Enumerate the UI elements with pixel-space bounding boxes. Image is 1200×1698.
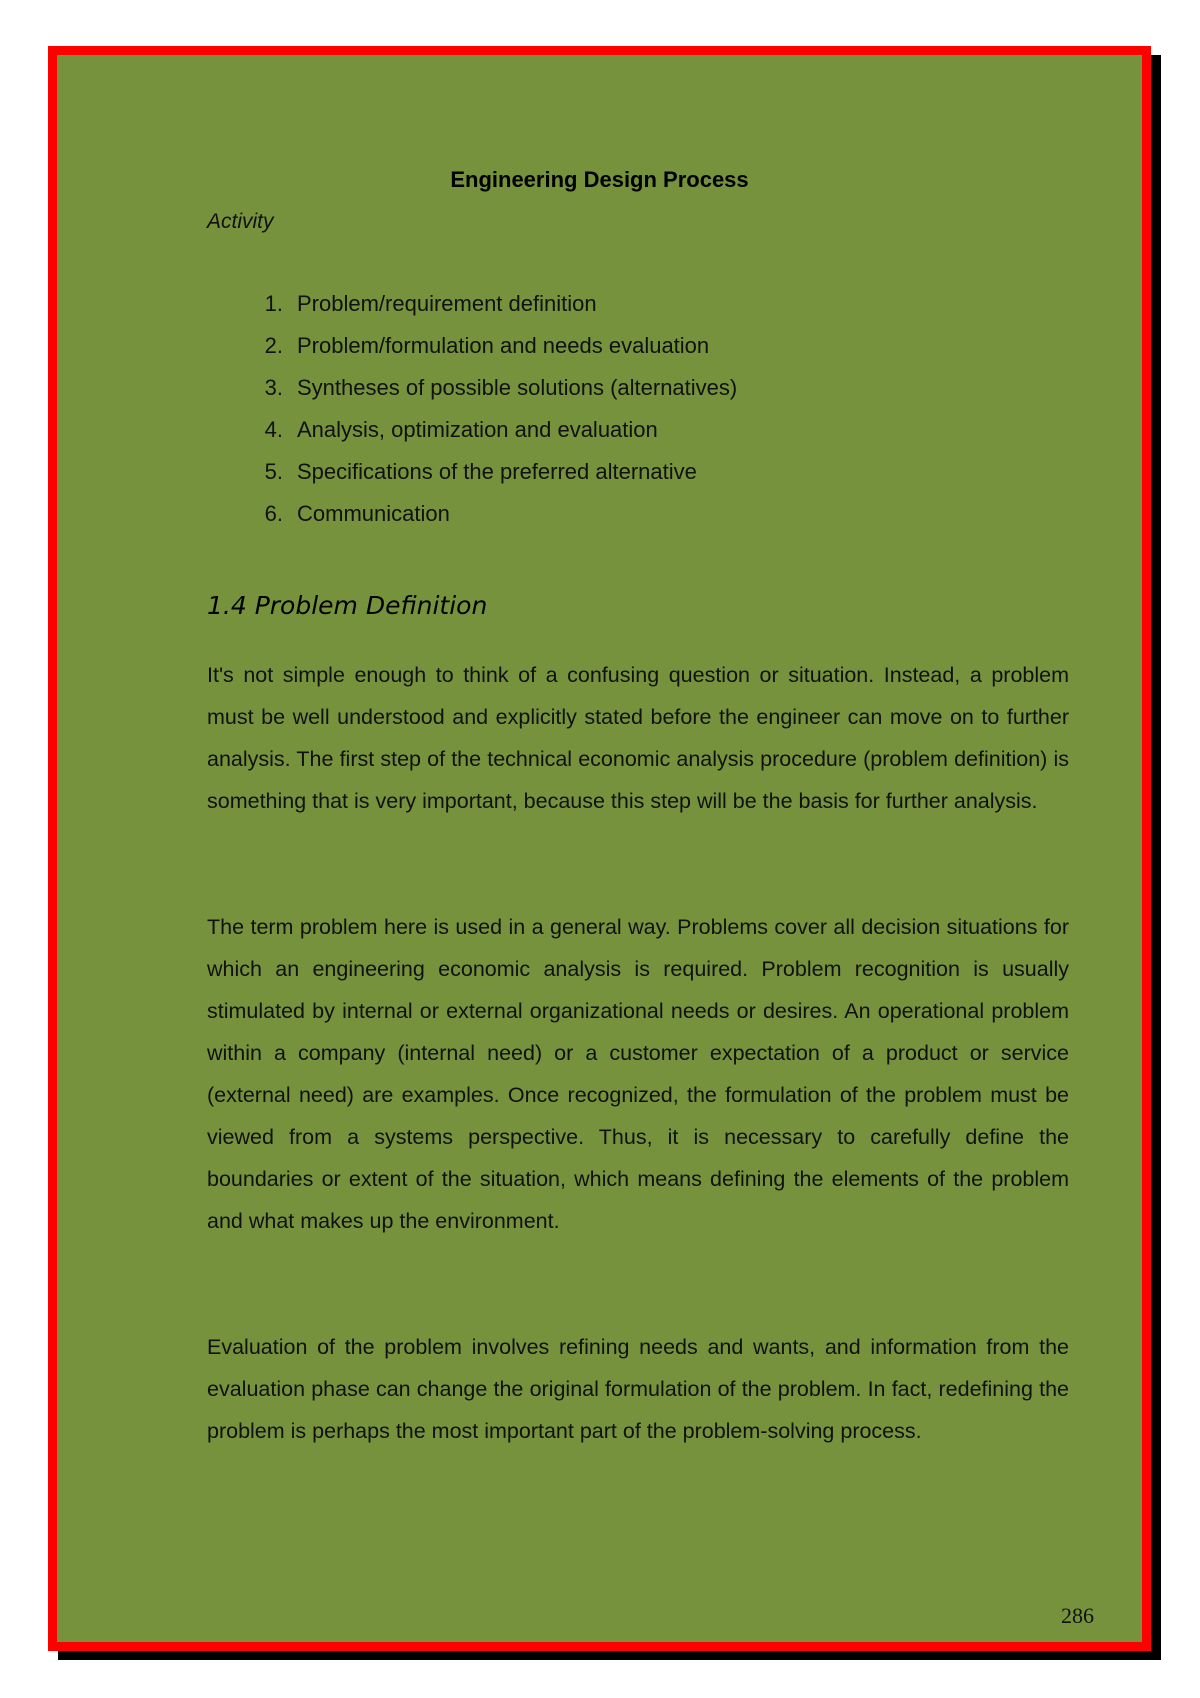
- list-number: 1.: [264, 291, 283, 316]
- list-text: Analysis, optimization and evaluation: [297, 417, 658, 442]
- section-heading: 1.4 Problem Definition: [207, 591, 488, 620]
- list-number: 5.: [264, 459, 283, 484]
- page-content: [57, 55, 1142, 1642]
- list-item: [247, 283, 737, 325]
- list-item: [247, 451, 737, 493]
- list-number: 6.: [264, 501, 283, 526]
- list-item: [247, 367, 737, 409]
- list-text: Problem/formulation and needs evaluation: [297, 333, 710, 358]
- list-number: 3.: [264, 375, 283, 400]
- document-subtitle: Activity: [207, 210, 274, 233]
- body-paragraph: The term problem here is used in a general way. Problems cover all decision situations for which an engineering economic analysis is required. Problem recognition is usually stimulated by internal or external organizational needs or desires. An operational problem within a company (internal need) or a customer expectation of a product or service (external need) are examples. Once recognized, the formulation of the problem must be viewed from a systems perspective. Thus, it is necessary to carefully define the boundaries or extent of the situation, which means defining the elements of the problem and what makes up the environment.: [207, 915, 1069, 1233]
- list-item: [247, 409, 737, 451]
- list-text: Syntheses of possible solutions (alternatives): [297, 375, 738, 400]
- list-item: [247, 493, 737, 535]
- body-paragraph: Evaluation of the problem involves refining needs and wants, and information from the evaluation phase can change the original formulation of the problem. In fact, redefining the problem is perhaps the most important part of the problem-solving process.: [207, 1335, 1069, 1443]
- list-item: [247, 325, 737, 367]
- list-text: Specifications of the preferred alternative: [297, 459, 697, 484]
- document-title: Engineering Design Process: [450, 167, 749, 192]
- list-text: Communication: [297, 501, 450, 526]
- document-page: [48, 46, 1151, 1651]
- design-steps-list: [247, 283, 737, 535]
- body-paragraph: It's not simple enough to think of a confusing question or situation. Instead, a problem must be well understood and explicitly stated before the engineer can move on to further analysis. The first step of the technical economic analysis procedure (problem definition) is something that is very important, because this step will be the basis for further analysis.: [207, 663, 1069, 813]
- page-number: 286: [1061, 1603, 1094, 1628]
- list-text: Problem/requirement definition: [297, 291, 597, 316]
- list-number: 4.: [264, 417, 283, 442]
- list-number: 2.: [264, 333, 283, 358]
